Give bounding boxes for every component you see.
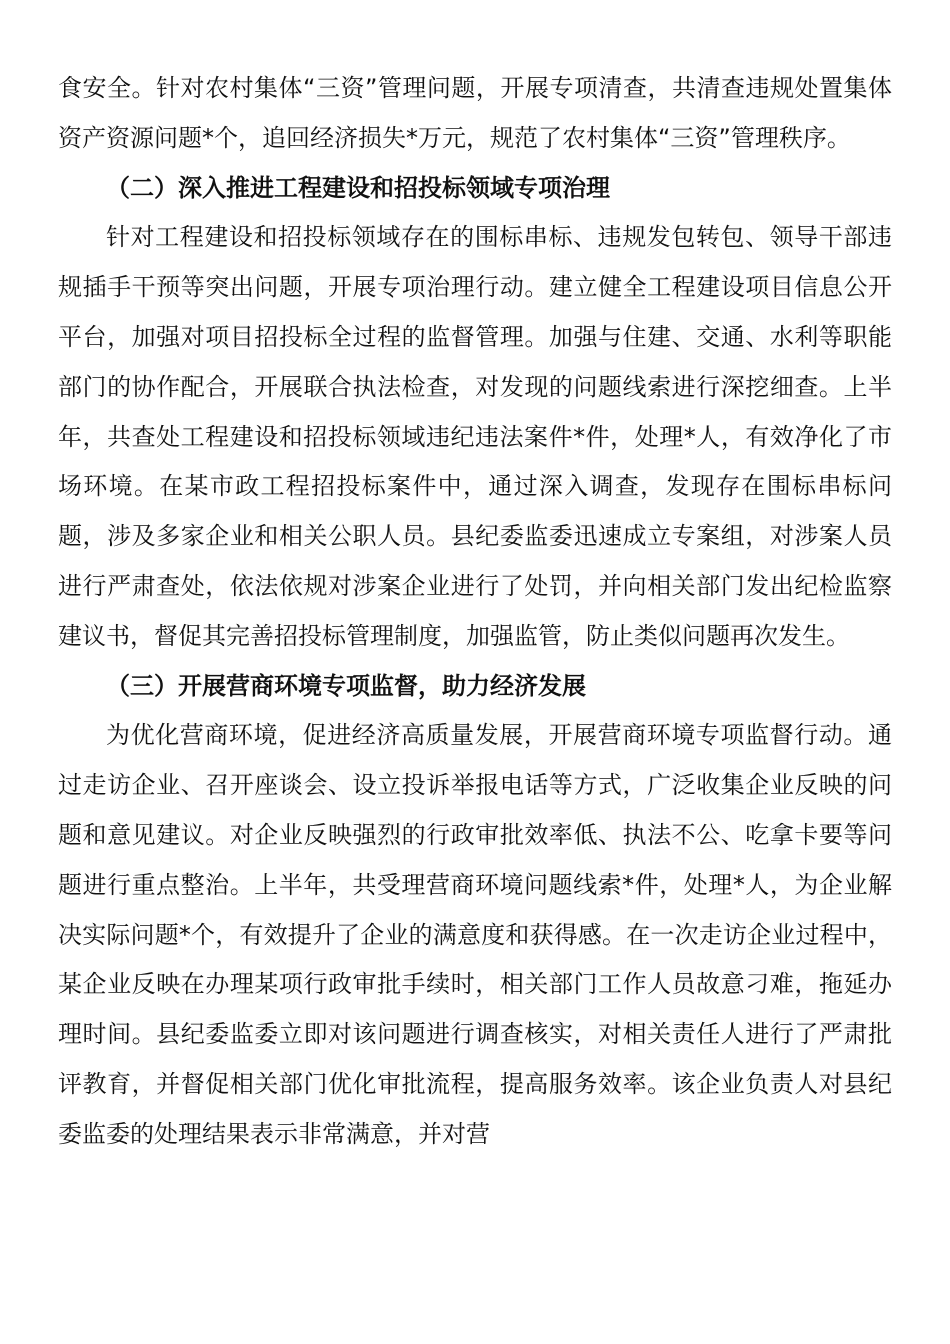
section-heading-3: （三）开展营商环境专项监督，助力经济发展 [106, 671, 586, 700]
paragraph-carryover: 食安全。针对农村集体“三资”管理问题，开展专项清查，共清查违规处置集体资产资源问题*个，追回经济损失*万元，规范了农村集体“三资”管理秩序。 [58, 74, 892, 152]
section-body-3: 为优化营商环境，促进经济高质量发展，开展营商环境专项监督行动。通过走访企业、召开座谈会、设立投诉举报电话等方式，广泛收集企业反映的问题和意见建议。对企业反映强烈的行政审批效率低、执法不公、吃拿卡要等问题进行重点整治。上半年，共受理营商环境问题线索*件，处理*人，为企业解决实际问题*个，有效提升了企业的满意度和获得感。在一次走访企业过程中，某企业反映在办理某项行政审批手续时，相关部门工作人员故意刁难，拖延办理时间。县纪委监委立即对该问题进行调查核实，对相关责任人进行了严肃批评教育，并督促相关部门优化审批流程，提高服务效率。该企业负责人对县纪委监委的处理结果表示非常满意，并对营 [58, 721, 892, 1148]
section-body-2: 针对工程建设和招投标领域存在的围标串标、违规发包转包、领导干部违规插手干预等突出问题，开展专项治理行动。建立健全工程建设项目信息公开平台，加强对项目招投标全过程的监督管理。加强与住建、交通、水利等职能部门的协作配合，开展联合执法检查，对发现的问题线索进行深挖细查。上半年，共查处工程建设和招投标领域违纪违法案件*件，处理*人，有效净化了市场环境。在某市政工程招投标案件中，通过深入调查，发现存在围标串标问题，涉及多家企业和相关公职人员。县纪委监委迅速成立专案组，对涉案人员进行严肃查处，依法依规对涉案企业进行了处罚，并向相关部门发出纪检监察建议书，督促其完善招投标管理制度，加强监管，防止类似问题再次发生。 [58, 223, 892, 650]
section-heading-2: （二）深入推进工程建设和招投标领域专项治理 [106, 173, 610, 202]
document-body [58, 64, 892, 1160]
